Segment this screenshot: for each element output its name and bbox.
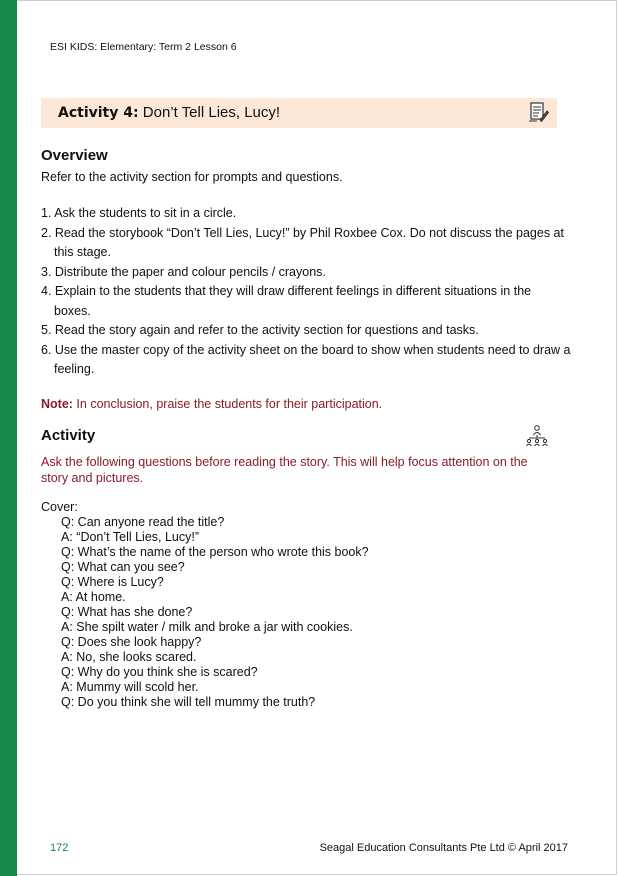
list-item: 1. Ask the students to sit in a circle. <box>41 206 237 220</box>
list-item: A: At home. <box>61 590 126 604</box>
sidebar-stripe <box>0 0 17 876</box>
activity-heading: Activity <box>41 427 96 444</box>
list-item: Q: What can you see? <box>61 560 185 574</box>
activity-number: Activity 4: <box>58 105 139 121</box>
list-item: Q: Can anyone read the title? <box>61 515 225 529</box>
note-label: Note: <box>41 397 73 411</box>
overview-text: Refer to the activity section for prompts and questions. <box>41 170 343 184</box>
steps-list <box>41 204 571 380</box>
activity-intro: Ask the following questions before reading the story. This will help focus attention on the story and pictures. <box>41 455 528 485</box>
page-number: 172 <box>50 842 69 854</box>
list-item: 3. Distribute the paper and colour pencils / crayons. <box>41 264 326 279</box>
list-item: Q: Does she look happy? <box>61 635 202 649</box>
copyright: Seagal Education Consultants Pte Ltd © April 2017 <box>319 842 568 854</box>
list-item: 6. Use the master copy of the activity sheet on the board to show when students need to draw a feeling. <box>41 342 571 376</box>
note <box>41 397 382 411</box>
list-item: Q: Where is Lucy? <box>61 575 164 589</box>
list-item: 2. Read the storybook “Don’t Tell Lies, Lucy!” by Phil Roxbee Cox. Do not discuss the pages at this stage. <box>41 225 564 259</box>
list-item: A: She spilt water / milk and broke a jar with cookies. <box>61 620 353 634</box>
list-item: Q: Do you think she will tell mummy the truth? <box>61 695 316 709</box>
overview-heading: Overview <box>41 147 108 164</box>
list-item: A: Mummy will scold her. <box>61 680 199 694</box>
qa-list <box>61 515 369 710</box>
list-item: A: “Don’t Tell Lies, Lucy!” <box>61 530 200 544</box>
cover-label: Cover: <box>41 500 78 514</box>
list-item: Q: What’s the name of the person who wrote this book? <box>61 545 369 559</box>
list-item: A: No, she looks scared. <box>61 650 197 664</box>
worksheet-icon <box>527 101 549 128</box>
activity-name: Don’t Tell Lies, Lucy! <box>142 104 281 121</box>
list-item: 5. Read the story again and refer to the activity section for questions and tasks. <box>41 323 479 337</box>
list-item: 4. Explain to the students that they will draw different feelings in different situations in the boxes. <box>41 284 532 318</box>
list-item: Q: What has she done? <box>61 605 193 619</box>
note-text: In conclusion, praise the students for their participation. <box>72 397 383 411</box>
group-icon <box>525 424 549 453</box>
activity-title <box>58 104 280 121</box>
list-item: Q: Why do you think she is scared? <box>61 665 258 679</box>
page-header: ESI KIDS: Elementary: Term 2 Lesson 6 <box>50 41 237 53</box>
activity-banner <box>41 98 557 128</box>
